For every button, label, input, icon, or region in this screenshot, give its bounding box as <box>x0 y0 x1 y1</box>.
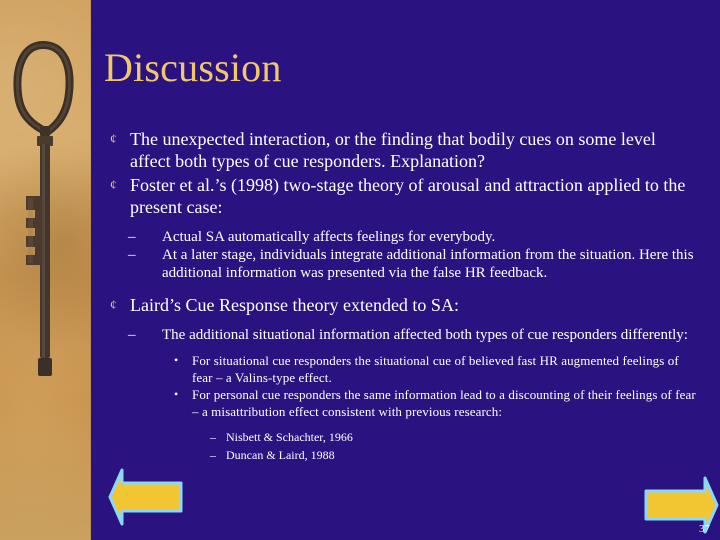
spacer <box>110 420 700 428</box>
bullet-item: ¢ Foster et al.’s (1998) two-stage theory of arousal and attraction applied to the present case: <box>110 174 700 218</box>
previous-slide-arrow-icon[interactable] <box>105 466 187 528</box>
detail-bullet-item: • For personal cue responders the same information lead to a discounting of their feelings of fear – a misattribution effect consistent with previous research: <box>110 386 700 420</box>
reference-item: – Nisbett & Schachter, 1966 <box>110 428 700 446</box>
bullet-item: ¢ The unexpected interaction, or the finding that bodily cues on some level affect both types of cue responders. Explanation? <box>110 128 700 172</box>
decorative-side-panel <box>0 0 91 540</box>
sub-bullet-item: – The additional situational information affected both types of cue responders differently: <box>110 326 700 344</box>
antique-key-icon <box>0 0 90 540</box>
sub-bullet-item: – Actual SA automatically affects feelings for everybody. <box>110 228 700 246</box>
page-number: 37 <box>699 523 710 535</box>
sub-bullet-item: – At a later stage, individuals integrate additional information from the situation. Here this additional information was presented via the false HR feedback. <box>110 246 700 282</box>
slide-content <box>110 128 700 464</box>
slide-title: Discussion <box>104 45 282 90</box>
detail-bullet-item: • For situational cue responders the situational cue of believed fast HR augmented feelings of fear – a Valins-type effect. <box>110 352 700 386</box>
spacer <box>110 220 700 228</box>
bullet-item: ¢ Laird’s Cue Response theory extended to SA: <box>110 294 700 316</box>
spacer <box>110 282 700 294</box>
spacer <box>110 344 700 352</box>
spacer <box>110 318 700 326</box>
reference-item: – Duncan & Laird, 1988 <box>110 446 700 464</box>
